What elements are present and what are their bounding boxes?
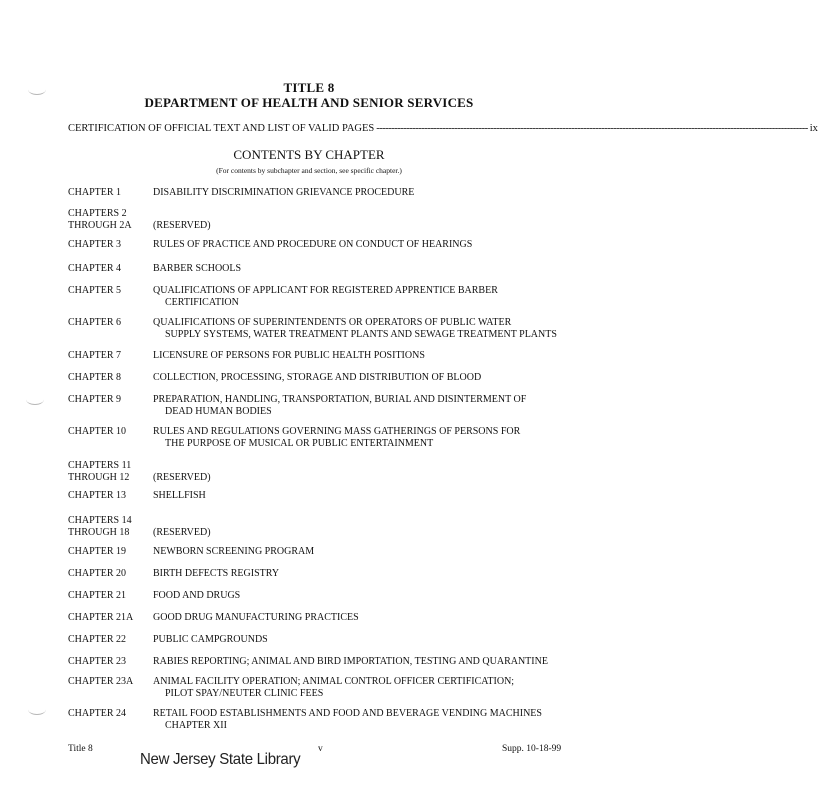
chapter-label-line: CHAPTER 21 (68, 590, 127, 601)
chapter-title (153, 317, 573, 341)
chapter-label (68, 515, 150, 539)
chapter-label (68, 394, 150, 406)
chapter-title-line: (RESERVED) (153, 472, 211, 483)
chapter-title (153, 656, 573, 668)
chapter-label-line: CHAPTERS 11 (68, 460, 132, 471)
chapter-label (68, 590, 150, 602)
chapter-label-line: CHAPTER 10 (68, 426, 127, 437)
chapter-title-line: RETAIL FOOD ESTABLISHMENTS AND FOOD AND BEVERAGE VENDING MACHINES (153, 708, 542, 719)
chapter-label-line: CHAPTER 4 (68, 263, 122, 274)
chapter-label (68, 350, 150, 362)
chapter-label-line: CHAPTER 23 (68, 656, 127, 667)
chapter-title-line: SHELLFISH (153, 490, 206, 501)
chapter-title (153, 239, 573, 251)
chapter-title (153, 472, 573, 484)
chapter-title-line: DEAD HUMAN BODIES (165, 406, 272, 417)
chapter-label-line: THROUGH 2A (68, 220, 132, 231)
chapter-label (68, 285, 150, 297)
chapter-title-line: DISABILITY DISCRIMINATION GRIEVANCE PROCEDURE (153, 187, 415, 198)
chapter-label-line: CHAPTER 20 (68, 568, 127, 579)
title-number: TITLE 8 (283, 80, 335, 95)
chapter-title (153, 372, 573, 384)
chapter-title (153, 394, 573, 418)
library-stamp: New Jersey State Library (140, 750, 301, 769)
chapter-title-line: (RESERVED) (153, 220, 211, 231)
leader-dots: ------------------------------------------------------------------------------------------------------------------------------------------------ (376, 123, 808, 134)
chapter-label (68, 460, 150, 484)
chapter-label-line: CHAPTER 3 (68, 239, 122, 250)
chapter-label (68, 676, 150, 688)
chapter-label (68, 372, 150, 384)
chapter-title-line: (RESERVED) (153, 527, 211, 538)
scan-mark (26, 394, 44, 405)
chapter-label (68, 634, 150, 646)
chapter-title (153, 220, 573, 232)
chapter-title-line: QUALIFICATIONS OF APPLICANT FOR REGISTERED APPRENTICE BARBER (153, 285, 498, 296)
scan-mark (28, 84, 46, 95)
chapter-title-line: THE PURPOSE OF MUSICAL OR PUBLIC ENTERTAINMENT (165, 438, 434, 449)
chapter-label (68, 426, 150, 438)
chapter-title-line: PREPARATION, HANDLING, TRANSPORTATION, BURIAL AND DISINTERMENT OF (153, 394, 527, 405)
certification-text: CERTIFICATION OF OFFICIAL TEXT AND LIST OF VALID PAGES (68, 123, 375, 134)
chapter-title (153, 546, 573, 558)
chapter-title (153, 263, 573, 275)
chapter-label (68, 612, 150, 624)
chapter-title-line: QUALIFICATIONS OF SUPERINTENDENTS OR OPERATORS OF PUBLIC WATER (153, 317, 512, 328)
footer-supplement-date: Supp. 10-18-99 (502, 744, 562, 754)
chapter-title (153, 676, 573, 700)
chapter-title (153, 590, 573, 602)
chapter-title-line: COLLECTION, PROCESSING, STORAGE AND DISTRIBUTION OF BLOOD (153, 372, 482, 383)
chapter-title-line: BIRTH DEFECTS REGISTRY (153, 568, 280, 579)
chapter-label-line: CHAPTER 5 (68, 285, 122, 296)
chapter-title (153, 527, 573, 539)
certification-page: ix (809, 123, 818, 134)
chapter-label (68, 708, 150, 720)
chapter-label-line: CHAPTER 21A (68, 612, 134, 623)
contents-note: (For contents by subchapter and section, see specific chapter.) (216, 166, 402, 175)
certification-line (68, 123, 818, 134)
chapter-title-line: RULES AND REGULATIONS GOVERNING MASS GATHERINGS OF PERSONS FOR (153, 426, 521, 437)
chapter-label-line: CHAPTER 19 (68, 546, 127, 557)
chapter-label-line: CHAPTER 7 (68, 350, 122, 361)
department-title: DEPARTMENT OF HEALTH AND SENIOR SERVICES (144, 95, 474, 110)
chapter-title-line: BARBER SCHOOLS (153, 263, 242, 274)
chapter-label-line: CHAPTER 8 (68, 372, 122, 383)
chapter-title-line: CHAPTER XII (165, 720, 227, 731)
chapter-title (153, 426, 573, 450)
chapter-title-line: LICENSURE OF PERSONS FOR PUBLIC HEALTH POSITIONS (153, 350, 425, 361)
chapter-title-line: GOOD DRUG MANUFACTURING PRACTICES (153, 612, 359, 623)
chapter-label (68, 568, 150, 580)
contents-heading: CONTENTS BY CHAPTER (233, 147, 385, 162)
chapter-label-line: CHAPTER 23A (68, 676, 134, 687)
chapter-label-line: CHAPTER 1 (68, 187, 122, 198)
chapter-label-line: THROUGH 18 (68, 527, 130, 538)
footer-left: Title 8 (68, 744, 93, 754)
chapter-title-line: PILOT SPAY/NEUTER CLINIC FEES (165, 688, 324, 699)
chapter-label (68, 239, 150, 251)
chapter-label (68, 546, 150, 558)
chapter-label-line: THROUGH 12 (68, 472, 130, 483)
chapter-label-line: CHAPTER 13 (68, 490, 127, 501)
chapter-title-line: NEWBORN SCREENING PROGRAM (153, 546, 315, 557)
chapter-title (153, 285, 573, 309)
chapter-label-line: CHAPTER 9 (68, 394, 122, 405)
chapter-title (153, 187, 573, 199)
chapter-label-line: CHAPTER 22 (68, 634, 127, 645)
chapter-label-line: CHAPTERS 2 (68, 208, 127, 219)
chapter-title (153, 568, 573, 580)
chapter-label (68, 317, 150, 329)
chapter-title (153, 708, 573, 732)
chapter-title-line: PUBLIC CAMPGROUNDS (153, 634, 268, 645)
chapter-title-line: RULES OF PRACTICE AND PROCEDURE ON CONDUCT OF HEARINGS (153, 239, 473, 250)
chapter-label (68, 490, 150, 502)
chapter-label-line: CHAPTERS 14 (68, 515, 132, 526)
chapter-title (153, 612, 573, 624)
chapter-title (153, 490, 573, 502)
chapter-label (68, 263, 150, 275)
footer-page-number: v (318, 744, 323, 754)
chapter-label (68, 656, 150, 668)
chapter-title-line: ANIMAL FACILITY OPERATION; ANIMAL CONTROL OFFICER CERTIFICATION; (153, 676, 515, 687)
chapter-title-line: CERTIFICATION (165, 297, 239, 308)
chapter-label (68, 208, 150, 232)
chapter-label-line: CHAPTER 24 (68, 708, 127, 719)
chapter-title-line: RABIES REPORTING; ANIMAL AND BIRD IMPORTATION, TESTING AND QUARANTINE (153, 656, 548, 667)
chapter-label-line: CHAPTER 6 (68, 317, 122, 328)
chapter-label (68, 187, 150, 199)
chapter-title (153, 634, 573, 646)
chapter-title-line: SUPPLY SYSTEMS, WATER TREATMENT PLANTS AND SEWAGE TREATMENT PLANTS (165, 329, 557, 340)
chapter-title (153, 350, 573, 362)
chapter-title-line: FOOD AND DRUGS (153, 590, 241, 601)
scan-mark (28, 704, 46, 715)
